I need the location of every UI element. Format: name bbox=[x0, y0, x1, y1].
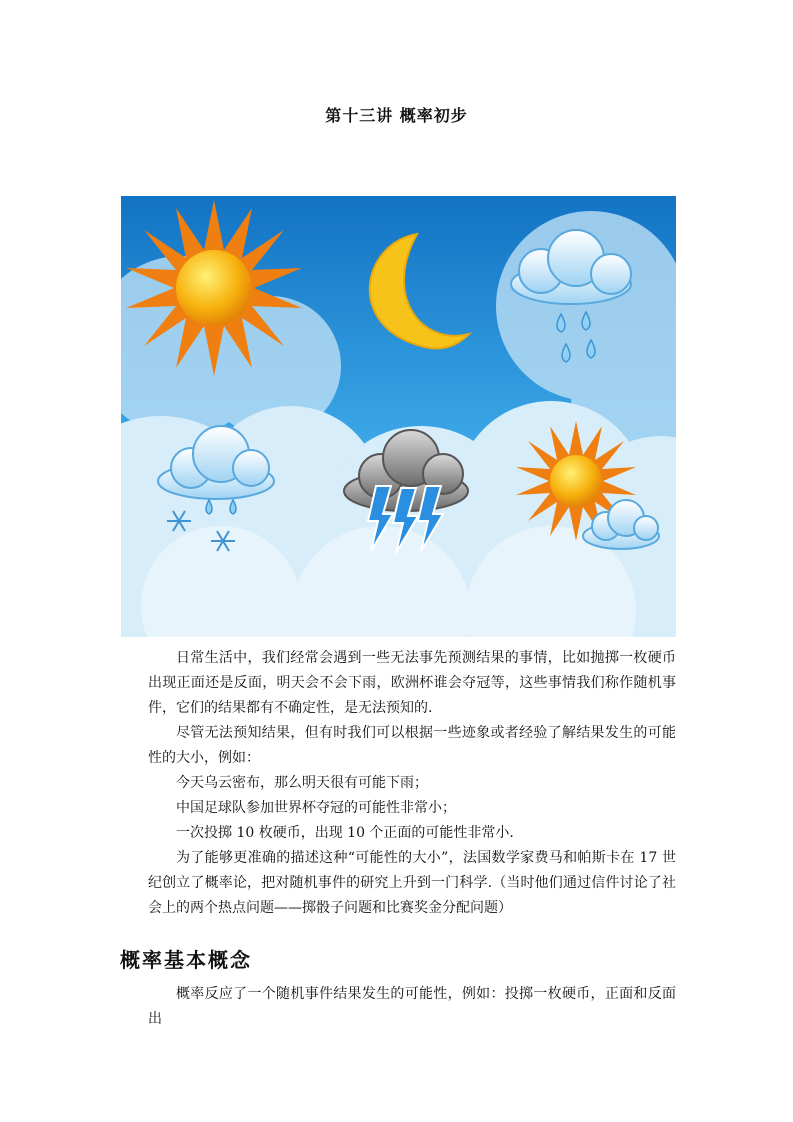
page-title: 第十三讲 概率初步 bbox=[325, 106, 468, 125]
paragraph: 为了能够更准确的描述这种“可能性的大小”，法国数学家费马和帕斯卡在 17 世纪创立了概率论，把对随机事件的研究上升到一门科学.（当时他们通过信件讨论了社会上的两个热点问题——掷骰子问题和比赛奖金分配问题） bbox=[148, 850, 676, 916]
intro-text bbox=[148, 646, 676, 921]
paragraph: 一次投掷 10 枚硬币，出现 10 个正面的可能性非常小. bbox=[176, 825, 514, 841]
paragraph: 今天乌云密布，那么明天很有可能下雨； bbox=[176, 775, 428, 791]
paragraph: 中国足球队参加世界杯夺冠的可能性非常小； bbox=[176, 800, 456, 816]
section-heading: 概率基本概念 bbox=[120, 948, 252, 972]
paragraph: 日常生活中，我们经常会遇到一些无法事先预测结果的事情，比如抛掷一枚硬币出现正面还是反面，明天会不会下雨，欧洲杯谁会夺冠等，这些事情我们称作随机事件，它们的结果都有不确定性，是无法预知的. bbox=[148, 650, 676, 716]
concept-text bbox=[148, 982, 676, 1032]
paragraph: 尽管无法预知结果，但有时我们可以根据一些迹象或者经验了解结果发生的可能性的大小，例如： bbox=[148, 725, 676, 766]
paragraph: 概率反应了一个随机事件结果发生的可能性，例如：投掷一枚硬币，正面和反面出 bbox=[148, 986, 676, 1027]
weather-illustration bbox=[121, 196, 676, 637]
